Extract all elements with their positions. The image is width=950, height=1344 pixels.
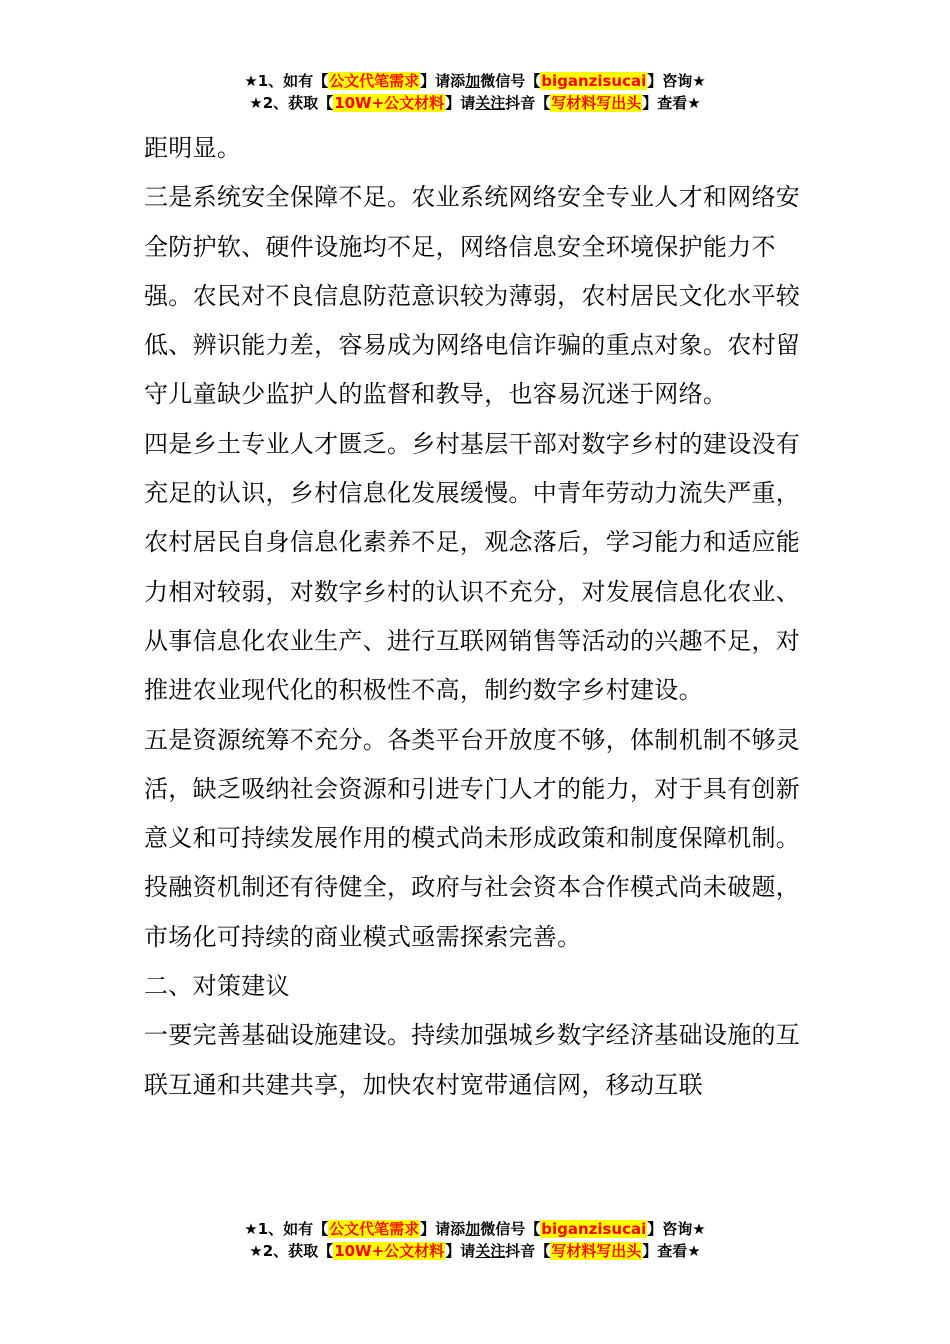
banner-text: 】咨询★ bbox=[647, 1220, 706, 1238]
banner-text: 】请添 bbox=[420, 1220, 466, 1238]
banner-text: ★2、获取【 bbox=[249, 1242, 334, 1260]
banner-highlight: biganzisucai bbox=[541, 1220, 647, 1238]
banner-line-2 bbox=[0, 92, 950, 114]
banner-text: 】请 bbox=[445, 94, 476, 112]
banner-underline: 加 bbox=[465, 72, 481, 90]
footer-banner bbox=[0, 1218, 950, 1262]
paragraph: 四是乡土专业人才匮乏。乡村基层干部对数字乡村的建设没有充足的认识，乡村信息化发展缓慢。中青年劳动力流失严重，农村居民自身信息化素养不足，观念落后，学习能力和适应能力相对较弱，对数字乡村的认识不充分，对发展信息化农业、从事信息化农业生产、进行互联网销售等活动的兴趣不足，对推进农业现代化的积极性不高，制约数字乡村建设。 bbox=[144, 429, 801, 705]
banner-text: 】请 bbox=[445, 1242, 476, 1260]
paragraph: 五是资源统筹不充分。各类平台开放度不够，体制机制不够灵活，缺乏吸纳社会资源和引进专门人才的能力，对于具有创新意义和可持续发展作用的模式尚未形成政策和制度保障机制。投融资机制还有待健全，政府与社会资本合作模式尚未破题，市场化可持续的商业模式亟需探索完善。 bbox=[144, 725, 801, 951]
banner-text: ★1、如有【 bbox=[244, 1220, 329, 1238]
header-banner bbox=[0, 70, 950, 114]
banner-line-1 bbox=[0, 1218, 950, 1240]
banner-underline: 关注 bbox=[475, 1242, 506, 1260]
banner-highlight: biganzisucai bbox=[541, 72, 647, 90]
banner-highlight: 写材料写出头 bbox=[551, 94, 642, 112]
document-body bbox=[144, 124, 809, 1110]
banner-highlight: 写材料写出头 bbox=[551, 1242, 642, 1260]
banner-text: 微信号【 bbox=[480, 72, 541, 90]
paragraph: 一要完善基础设施建设。持续加强城乡数字经济基础设施的互联互通和共建共享，加快农村宽带通信网，移动互联 bbox=[144, 1021, 801, 1099]
paragraph: 三是系统安全保障不足。农业系统网络安全专业人才和网络安全防护软、硬件设施均不足，网络信息安全环境保护能力不强。农民对不良信息防范意识较为薄弱，农村居民文化水平较低、辨识能力差，容易成为网络电信诈骗的重点对象。农村留守儿童缺少监护人的监督和教导，也容易沉迷于网络。 bbox=[144, 183, 801, 409]
banner-highlight: 公文代笔需求 bbox=[329, 1220, 420, 1238]
banner-underline: 加 bbox=[465, 1220, 481, 1238]
banner-highlight: 10W+公文材料 bbox=[334, 1242, 445, 1260]
banner-text: 抖音【 bbox=[505, 1242, 551, 1260]
banner-line-2 bbox=[0, 1240, 950, 1262]
banner-text: ★1、如有【 bbox=[244, 72, 329, 90]
banner-text: 】查看★ bbox=[642, 1242, 701, 1260]
banner-text: 】查看★ bbox=[642, 94, 701, 112]
paragraph: 距明显。 bbox=[144, 134, 242, 162]
banner-text: 】咨询★ bbox=[647, 72, 706, 90]
banner-text: 微信号【 bbox=[480, 1220, 541, 1238]
banner-highlight: 10W+公文材料 bbox=[334, 94, 445, 112]
banner-text: 】请添 bbox=[420, 72, 466, 90]
banner-highlight: 公文代笔需求 bbox=[329, 72, 420, 90]
banner-underline: 关注 bbox=[475, 94, 506, 112]
banner-text: 抖音【 bbox=[505, 94, 551, 112]
banner-line-1 bbox=[0, 70, 950, 92]
banner-text: ★2、获取【 bbox=[249, 94, 334, 112]
section-heading: 二、对策建议 bbox=[144, 972, 290, 1001]
